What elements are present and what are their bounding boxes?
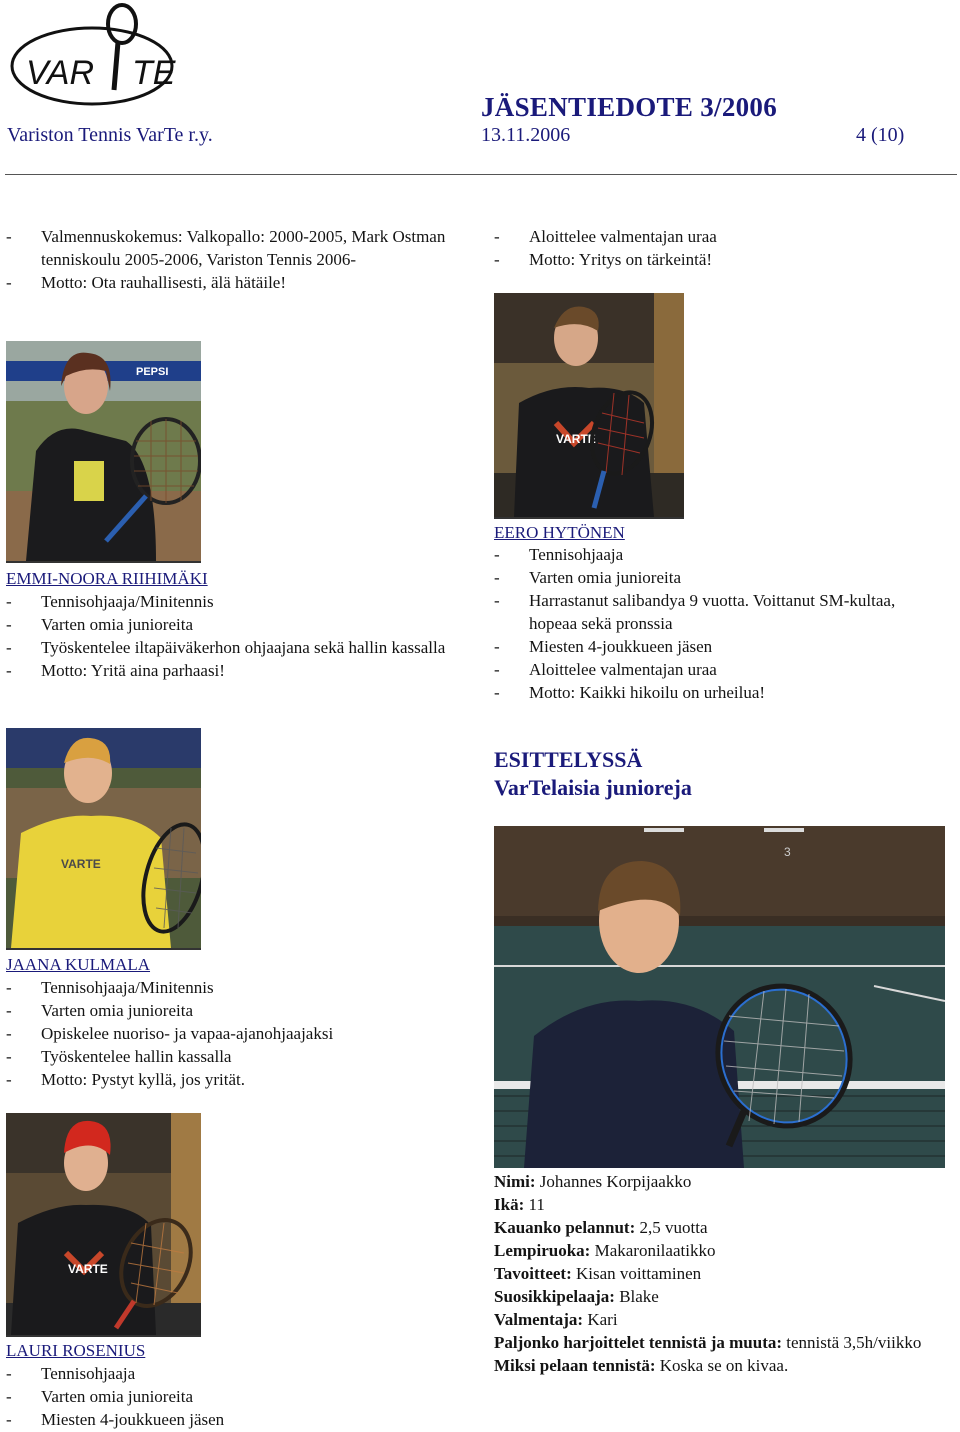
shirt-logo-text: VARTE xyxy=(68,1262,108,1276)
organization-name: Variston Tennis VarTe r.y. xyxy=(7,124,213,146)
list-item: - Motto: Yritä aina parhaasi! xyxy=(6,661,225,680)
eero-list xyxy=(494,543,919,704)
list-item: - Varten omia junioreita xyxy=(6,1387,194,1406)
list-item: - Miesten 4-joukkueen jäsen xyxy=(494,637,713,656)
person-name-jaana: JAANA KULMALA xyxy=(6,955,151,974)
fact-favorite-player: Suosikkipelaaja: Blake xyxy=(494,1287,659,1306)
photo-lauri xyxy=(6,1113,201,1337)
fact-why-tennis: Miksi pelaan tennistä: Koska se on kivaa. xyxy=(494,1356,789,1375)
list-item: - Varten omia junioreita xyxy=(6,1001,194,1020)
logo-text-var: VAR xyxy=(26,54,95,92)
jaana-list xyxy=(6,976,461,1091)
list-item: - Tennisohjaaja/Minitennis xyxy=(6,978,214,997)
feature-subtitle: VarTelaisia junioreja xyxy=(494,775,692,800)
feature-title: ESITTELYSSÄ xyxy=(494,747,643,772)
photo-eero xyxy=(494,293,684,519)
varte-logo xyxy=(6,2,176,114)
list-item: - Aloittelee valmentajan uraa xyxy=(494,227,717,246)
photo-johannes xyxy=(494,826,945,1168)
fact-goals: Tavoitteet: Kisan voittaminen xyxy=(494,1264,702,1283)
fact-coach: Valmentaja: Kari xyxy=(494,1310,618,1329)
logo-text-te: TE xyxy=(132,54,176,92)
list-item: - Aloittelee valmentajan uraa xyxy=(494,660,717,679)
fact-training: Paljonko harjoittelet tennistä ja muuta: tennistä 3,5h/viikko xyxy=(494,1333,922,1352)
list-item: - Motto: Ota rauhallisesti, älä hätäile! xyxy=(6,273,287,292)
header-divider xyxy=(5,174,957,175)
shirt-logo-text: VARTE xyxy=(556,432,596,446)
list-item: - Työskentelee hallin kassalla xyxy=(6,1047,232,1066)
list-item: - Valmennuskokemus: Valkopallo: 2000-2005, Mark Ostman tenniskoulu 2005-2006, Variston Tennis 2006- xyxy=(6,227,446,269)
list-item: - Motto: Yritys on tärkeintä! xyxy=(494,250,713,269)
person-name-lauri: LAURI ROSENIUS xyxy=(6,1341,146,1360)
left-top-list xyxy=(6,225,461,294)
list-item: - Motto: Kaikki hikoilu on urheilua! xyxy=(494,683,766,702)
list-item: - Työskentelee iltapäiväkerhon ohjaajana sekä hallin kassalla xyxy=(6,638,446,657)
photo-emmi xyxy=(6,341,201,563)
fact-age: Ikä: 11 xyxy=(494,1195,545,1214)
list-item: - Varten omia junioreita xyxy=(494,568,682,587)
fact-name: Nimi: Johannes Korpijaakko xyxy=(494,1172,692,1191)
pepsi-sign-text: PEPSI xyxy=(136,366,169,378)
list-item: - Harrastanut salibandya 9 vuotta. Voittanut SM-kultaa, hopeaa sekä pronssia xyxy=(494,591,896,633)
feature-facts xyxy=(494,1170,934,1377)
lauri-list xyxy=(6,1362,461,1431)
list-item: - Varten omia junioreita xyxy=(6,615,194,634)
list-item: - Miesten 4-joukkueen jäsen xyxy=(6,1410,225,1429)
list-item: - Tennisohjaaja/Minitennis xyxy=(6,592,214,611)
person-name-eero: EERO HYTÖNEN xyxy=(494,523,625,542)
court-number-text: 3 xyxy=(784,845,791,859)
fact-favorite-food: Lempiruoka: Makaronilaatikko xyxy=(494,1241,716,1260)
right-top-list xyxy=(494,225,934,271)
issue-date: 13.11.2006 xyxy=(481,124,571,146)
emmi-list xyxy=(6,590,461,682)
newsletter-title: JÄSENTIEDOTE 3/2006 xyxy=(481,92,778,122)
fact-experience: Kauanko pelannut: 2,5 vuotta xyxy=(494,1218,708,1237)
page-number: 4 (10) xyxy=(856,124,905,146)
list-item: - Opiskelee nuoriso- ja vapaa-ajanohjaajaksi xyxy=(6,1024,334,1043)
shirt-logo-text: VARTE xyxy=(61,857,101,871)
photo-jaana xyxy=(6,728,201,950)
list-item: - Tennisohjaaja xyxy=(494,545,624,564)
list-item: - Motto: Pystyt kyllä, jos yrität. xyxy=(6,1070,246,1089)
feature-heading xyxy=(494,746,692,802)
list-item: - Tennisohjaaja xyxy=(6,1364,136,1383)
person-name-emmi: EMMI-NOORA RIIHIMÄKI xyxy=(6,569,208,588)
